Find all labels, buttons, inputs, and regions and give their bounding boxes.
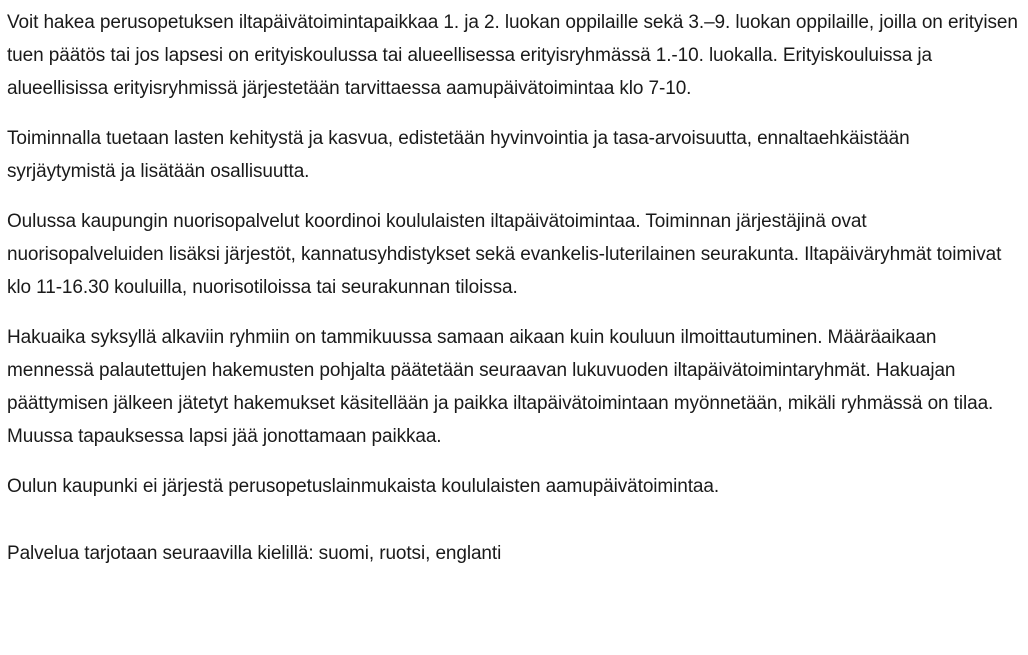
organizers-paragraph: Oulussa kaupungin nuorisopalvelut koordinoi koululaisten iltapäivätoimintaa. Toiminnan järjestäjinä ovat nuorisopalveluiden lisäksi järjestöt, kannatusyhdistykset sekä evankelis-luterilainen seurakunta. Iltapäiväryhmät toimivat klo 11-16.30 kouluilla, nuorisotiloissa tai seurakunnan tiloissa. <box>7 211 1002 298</box>
service-languages: Palvelua tarjotaan seuraavilla kielillä: suomi, ruotsi, englanti <box>7 543 502 564</box>
purpose-paragraph: Toiminnalla tuetaan lasten kehitystä ja kasvua, edistetään hyvinvointia ja tasa-arvoisuutta, ennaltaehkäistään syrjäytymistä ja lisätään osallisuutta. <box>7 128 910 182</box>
application-period-paragraph: Hakuaika syksyllä alkaviin ryhmiin on tammikuussa samaan aikaan kuin kouluun ilmoittautuminen. Määräaikaan mennessä palautettujen hakemusten pohjalta päätetään seuraavan lukuvuoden iltapäivätoimintaryhmät. Hakuajan päättymisen jälkeen jätetyt hakemukset käsitellään ja paikka iltapäivätoimintaan myönnetään, mikäli ryhmässä on tilaa. Muussa tapauksessa lapsi jää jonottamaan paikkaa. <box>7 327 994 447</box>
eligibility-paragraph: Voit hakea perusopetuksen iltapäivätoimintapaikkaa 1. ja 2. luokan oppilaille sekä 3.–9. luokan oppilaille, joilla on erityisen tuen päätös tai jos lapsesi on erityiskoulussa tai alueellisessa erityisryhmässä 1.-10. luokalla. Erityiskouluissa ja alueellisissa erityisryhmissä järjestetään tarvittaessa aamupäivätoimintaa klo 7-10. <box>7 12 1018 99</box>
morning-activity-paragraph: Oulun kaupunki ei järjestä perusopetuslainmukaista koululaisten aamupäivätoimintaa. <box>7 476 720 497</box>
